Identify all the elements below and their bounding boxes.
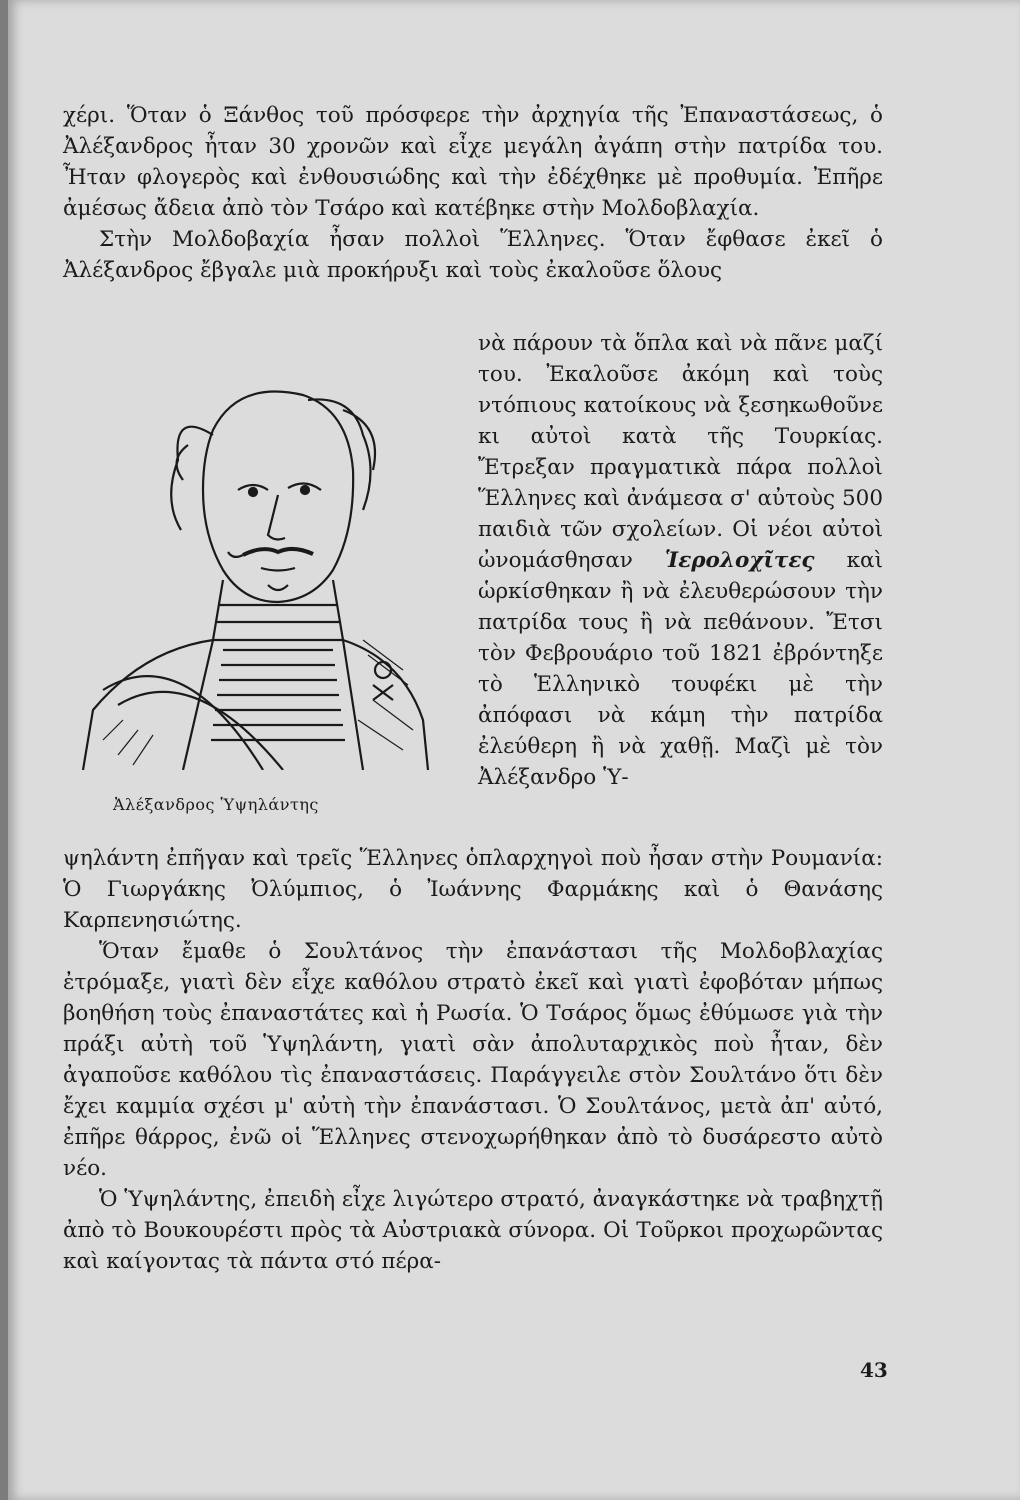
bottom-text [63,843,883,1277]
portrait-engraving [63,340,433,770]
portrait-caption: Ἀλέξανδρος Ὑψηλάντης [113,795,319,814]
wrapped-paragraph [478,328,883,793]
wrapped-text-part-2: καὶ ὡρκίσθηκαν ἢ νὰ ἐλευθερώσουν τὴν πατρίδα τους ἢ νὰ πεθάνουν. Ἔτσι τὸν Φεβρουάριο τοῦ 1821 ἐβρόντηξε τὸ Ἑλληνικὸ τουφέκι μὲ τὴν ἀπόφασι νὰ κάμη τὴν πατρίδα ἐλεύθερη ἢ νὰ χαθῇ. Μαζὶ μὲ τὸν Ἀλέξανδρο Ὑ- [478,548,883,790]
paragraph-4: Ὅταν ἔμαθε ὁ Σουλτάνος τὴν ἐπανάστασι τῆς Μολδοβλαχίας ἐτρόμαξε, γιατὶ δὲν εἶχε καθόλου στρατὸ ἐκεῖ καὶ γιατὶ ἐφοβόταν μήπως βοηθήση τοὺς ἐπαναστάτες καὶ ἡ Ρωσία. Ὁ Τσάρος ὅμως ἐθύμωσε γιὰ τὴν πράξι αὐτὴ τοῦ Ὑψηλάντη, γιατὶ σὰν ἀπολυταρχικὸς ποὺ ἦταν, δὲν ἀγαποῦσε καθόλου τὶς ἐπαναστάσεις. Παράγγειλε στὸν Σουλτάνο ὅτι δὲν ἔχει καμμία σχέσι μ' αὐτὴ τὴν ἐπανάστασι. Ὁ Σουλτάνος, μετὰ ἀπ' αὐτό, ἐπῆρε θάρρος, ἐνῶ οἱ Ἕλληνες στενοχωρήθηκαν ἀπὸ τὸ δυσάρεστο αὐτὸ νέο. [63,939,883,1181]
paragraph-3: ψηλάντη ἐπῆγαν καὶ τρεῖς Ἕλληνες ὁπλαρχηγοὶ ποὺ ἦσαν στὴν Ρουμανία: Ὁ Γιωργάκης Ὀλύμπιος, ὁ Ἰωάννης Φαρμάκης καὶ ὁ Θανάσης Καρπενησιώτης. [63,846,883,933]
wrapped-text-column [478,328,883,793]
paragraph-1: χέρι. Ὅταν ὁ Ξάνθος τοῦ πρόσφερε τὴν ἀρχηγία τῆς Ἐπαναστάσεως, ὁ Ἀλέξανδρος ἦταν 30 χρονῶν καὶ εἶχε μεγάλη ἀγάπη στὴν πατρίδα του. Ἦταν φλογερὸς καὶ ἐνθουσιώδης καὶ τὴν ἐδέχθηκε μὲ προθυμία. Ἐπῆρε ἀμέσως ἄδεια ἀπὸ τὸν Τσάρο καὶ κατέβηκε στὴν Μολδοβλαχία. [63,103,883,221]
top-text [63,100,883,286]
paragraph-5: Ὁ Ὑψηλάντης, ἐπειδὴ εἶχε λιγώτερο στρατό, ἀναγκάστηκε νὰ τραβηχτῇ ἀπὸ τὸ Βουκουρέστι πρὸς τὰ Αὐστριακὰ σύνορα. Οἱ Τοῦρκοι προχωρῶντας καὶ καίγοντας τὰ πάντα στό πέρα- [63,1187,883,1274]
book-page [8,0,1020,1500]
wrapped-text-part-1: νὰ πάρουν τὰ ὅπλα καὶ νὰ πᾶνε μαζί του. Ἐκαλοῦσε ἀκόμη καὶ τοὺς ντόπιους κατοίκους νὰ ξεσηκωθοῦνε κι αὐτοὶ κατὰ τῆς Τουρκίας. Ἔτρεξαν πραγματικὰ πάρα πολλοὶ Ἕλληνες καὶ ἀνάμεσα σ' αὐτοὺς 500 παιδιὰ τῶν σχολείων. Οἱ νέοι αὐτοὶ ὠνομάσθησαν [478,331,883,573]
term-ierolochites: Ἱερολοχῖτες [664,548,815,573]
portrait-illustration [63,340,433,770]
page-number: 43 [860,1358,888,1382]
paragraph-2: Στὴν Μολδοβαχία ἦσαν πολλοὶ Ἕλληνες. Ὅταν ἔφθασε ἐκεῖ ὁ Ἀλέξανδρος ἔβγαλε μιὰ προκήρυξι καὶ τοὺς ἐκαλοῦσε ὅλους [63,227,883,283]
